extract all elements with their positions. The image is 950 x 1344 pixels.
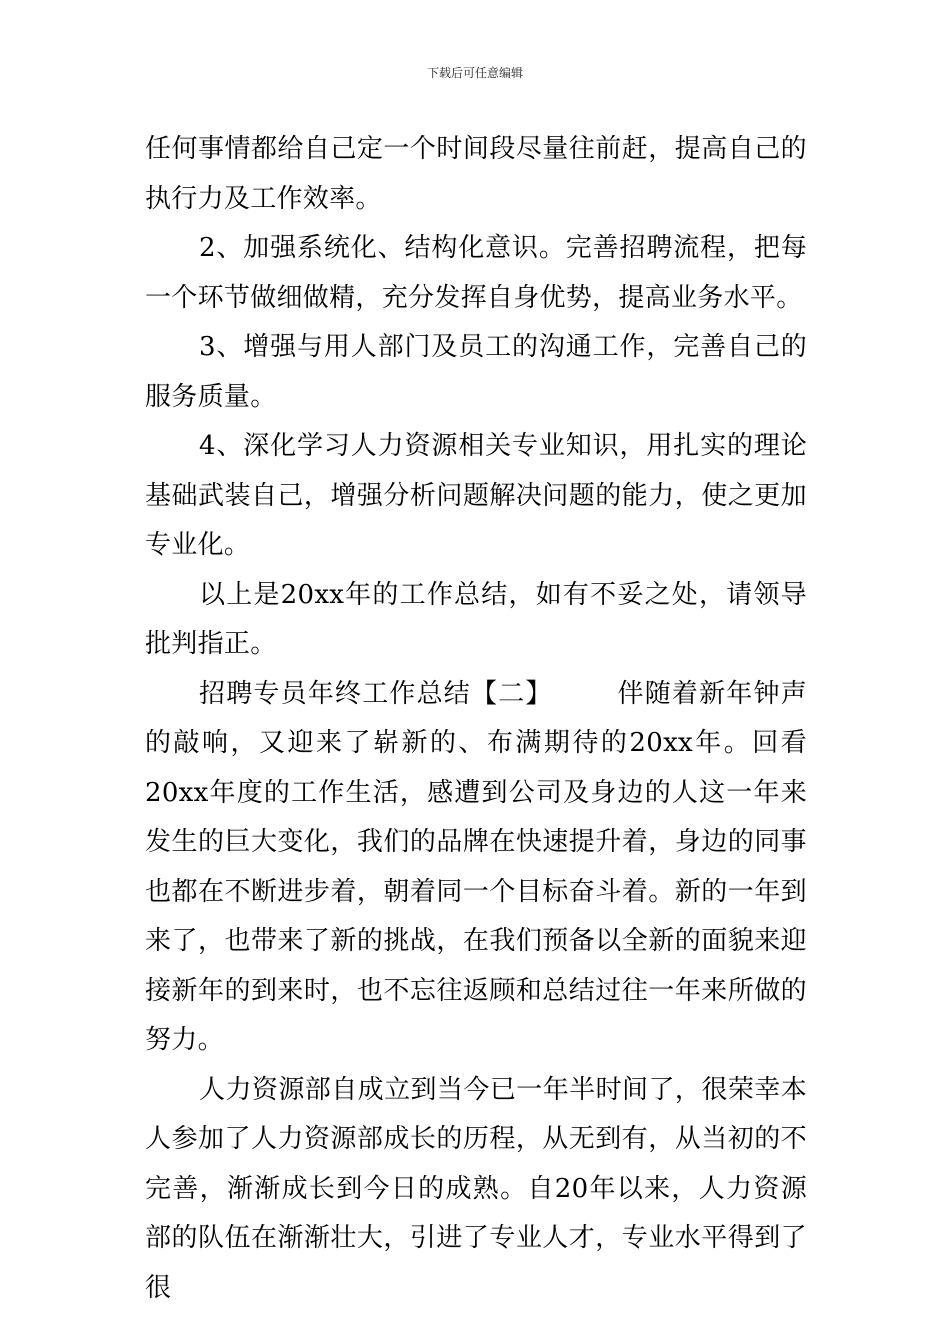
- document-body: [145, 125, 807, 1313]
- section-title: 招聘专员年终工作总结【二】: [199, 678, 553, 709]
- paragraph-conclusion: 以上是20xx年的工作总结，如有不妥之处，请领导批判指正。: [145, 579, 807, 659]
- section-two-body: 伴随着新年钟声的敲响，又迎来了崭新的、布满期待的20xx年。回看20xx年度的工作生活，感遭到公司及身边的人这一年来发生的巨大变化，我们的品牌在快速提升着，身边的同事也都在不断进步着，朝着同一个目标奋斗着。新的一年到来了，也带来了新的挑战，在我们预备以全新的面貌来迎接新年的到来时，也不忘往返顾和总结过往一年来所做的努力。: [145, 678, 807, 1055]
- paragraph-hr-department: 人力资源部自成立到当今已一年半时间了，很荣幸本人参加了人力资源部成长的历程，从无到有，从当初的不完善，渐渐成长到今日的成熟。自20年以来，人力资源部的队伍在渐渐壮大，引进了专业人才，专业水平得到了很: [145, 1074, 807, 1303]
- paragraph-item-4: 4、深化学习人力资源相关专业知识，用扎实的理论基础武装自己，增强分析问题解决问题的能力，使之更加专业化。: [145, 431, 807, 560]
- paragraph-section-two: [145, 670, 807, 1066]
- page-header-note: 下载后可任意编辑: [426, 66, 523, 80]
- paragraph-item-3: 3、增强与用人部门及员工的沟通工作，完善自己的服务质量。: [145, 332, 807, 412]
- paragraph-continuation: 任何事情都给自己定一个时间段尽量往前赶，提高自己的执行力及工作效率。: [145, 134, 807, 214]
- paragraph-item-2: 2、加强系统化、结构化意识。完善招聘流程，把每一个环节做细做精，充分发挥自身优势，提高业务水平。: [145, 233, 807, 313]
